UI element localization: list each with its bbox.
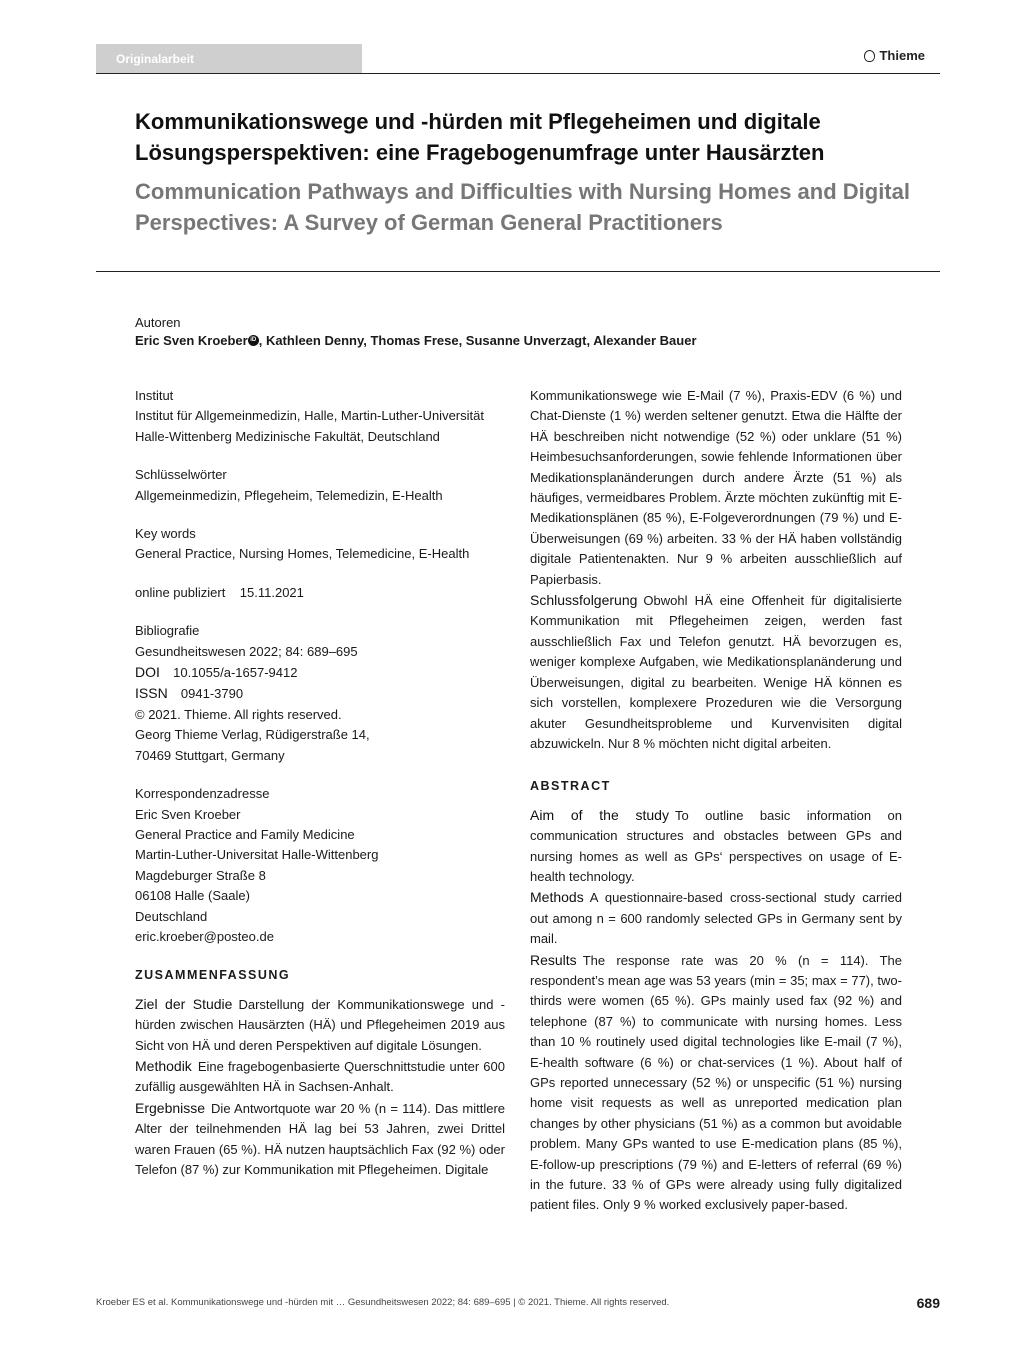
schluessel-text: Allgemeinmedizin, Pflegeheim, Telemedizin, E-Health <box>135 487 443 503</box>
biblio-journal: Gesundheitswesen 2022; 84: 689–695 <box>135 643 358 659</box>
methodik-text: Eine fragebogenbasierte Querschnittstudie unter 600 zufällig ausgewählten HÄ in Sachsen-Anhalt. <box>135 1058 505 1095</box>
first-author: Eric Sven Kroeber <box>135 333 248 348</box>
biblio-publisher-2: 70469 Stuttgart, Germany <box>135 747 285 763</box>
issn-value: 0941-3790 <box>180 686 244 702</box>
korr-line: General Practice and Family Medicine <box>135 826 355 842</box>
keywords-section <box>135 524 505 565</box>
biblio-section <box>135 621 505 766</box>
korr-line: Martin-Luther-Universitat Halle-Wittenberg <box>135 847 379 863</box>
section-tab: Originalarbeit <box>96 44 362 74</box>
schluessel-section <box>135 465 505 506</box>
korr-email[interactable]: eric.kroeber@posteo.de <box>135 928 274 944</box>
korr-line: 06108 Halle (Saale) <box>135 888 250 904</box>
aim-label: Aim of the study <box>530 806 669 823</box>
page-number: 689 <box>916 1295 940 1311</box>
institut-text: Institut für Allgemeinmedizin, Halle, Martin-Luther-Universität Halle-Wittenberg Medizinische Fakultät, Deutschland <box>135 408 484 444</box>
results-label: Results <box>530 951 577 968</box>
online-section <box>135 583 505 603</box>
author-list <box>135 333 697 348</box>
ergebnisse-cont-text: Kommunikationswege wie E-Mail (7 %), Praxis-EDV (6 %) und Chat-Dienste (1 %) werden seltener genutzt. Etwa die Hälfte der HÄ beschreiben nicht notwendige (52 %) oder unklare (51 %) Heimbesuchsanforderungen, sowie fehlende Informationen über Medikationsplanänderungen durch andere Ärzte (51 %) als häufiges, vermeidbares Problem. Ärzte möchten zukünftig mit E-Medikationsplänen (85 %), E-Folgeverordnungen (79 %) und E-Überweisungen (69 %) arbeiten. 33 % der HÄ haben vollständig digitale Patientenakten. Nur 9 % arbeiten ausschließlich auf Papierbasis. <box>530 388 902 587</box>
schluss-text: Obwohl HÄ eine Offenheit für digitalisierte Kommunikation mit Pflegeheimen zeigen, werden fast ausschließlich Fax und Telefon genutzt. HÄ bevorzugen es, weniger komplexe Aufgaben, wie Medikationsplanänderung und Überweisungen, digital zu bearbeiten. Wenige HÄ können es sich vorstellen, komplexere Prozeduren wie die Versorgung akuter Gesundheitsprobleme und Kurvenvisiten digital abzuwickeln. Nur 8 % möchten nicht digital arbeiten. <box>530 593 902 751</box>
keywords-text: General Practice, Nursing Homes, Telemedicine, E-Health <box>135 546 470 562</box>
korr-line: Magdeburger Straße 8 <box>135 867 266 883</box>
zusammenfassung-heading: ZUSAMMENFASSUNG <box>135 968 291 983</box>
schluss-label: Schlussfolgerung <box>530 592 638 609</box>
title-german: Kommunikationswege und -hürden mit Pflegeheimen und digitale Lösungsperspektiven: eine Fragebogenumfrage unter Hausärzten <box>135 109 825 165</box>
korr-label: Korrespondenzadresse <box>135 786 270 802</box>
publisher-brand <box>864 48 925 63</box>
zusammenfassung-body <box>135 994 505 1181</box>
aim-text: To outline basic information on communication structures and obstacles between GPs and nursing homes as well as GPs‘ perspectives on usage of E-health technology. <box>530 807 902 884</box>
biblio-copyright: © 2021. Thieme. All rights reserved. <box>135 706 342 722</box>
ziel-label: Ziel der Studie <box>135 995 233 1012</box>
korr-section <box>135 784 505 947</box>
biblio-publisher-1: Georg Thieme Verlag, Rüdigerstraße 14, <box>135 727 370 743</box>
abstract-body <box>530 805 902 1216</box>
abstract-heading: ABSTRACT <box>530 779 611 794</box>
institut-label: Institut <box>135 388 174 403</box>
korr-line: Eric Sven Kroeber <box>135 806 241 822</box>
issn-label: ISSN <box>135 685 168 702</box>
methods-label: Methods <box>530 889 584 906</box>
authors-label: Autoren <box>135 315 181 330</box>
orcid-icon[interactable]: iD <box>248 335 259 346</box>
doi-label: DOI <box>135 664 160 681</box>
ergebnisse-label: Ergebnisse <box>135 1099 206 1116</box>
schluessel-label: Schlüsselwörter <box>135 467 227 483</box>
title-rule <box>96 271 940 272</box>
other-authors: , Kathleen Denny, Thomas Frese, Susanne Unverzagt, Alexander Bauer <box>258 333 697 348</box>
results-text: The response rate was 20 % (n = 114). The respondent’s mean age was 53 years (min = 35; max = 77), two-thirds were women (65 %). GPs mainly used fax (92 %) and telephone (87 %) to communicate with nursing homes. Less than 10 % routinely used digital technologies like E-mail (7 %), E-health software (6 %) or chat-services (1 %). About half of GPs reported unnecessary (52 %) or unspecific (51 %) nursing home visit requests as well as unreported medication plan changes by other physicians (51 %) as a common but avoidable problem. Many GPs wanted to use E-medication plans (85 %), E-follow-up prescriptions (79 %) and E-letters of referral (69 %) in the future. 33 % of GPs were already using fully digitalized patient files. Only 9 % worked exclusively paper-based. <box>530 952 902 1213</box>
ziel-text: Darstellung der Kommunikationswege und -hürden zwischen Hausärzten (HÄ) und Pflegeheimen 2019 aus Sicht von HÄ und deren Perspektiven auf digitale Lösungen. <box>135 996 505 1053</box>
doi-value[interactable]: 10.1055/a-1657-9412 <box>173 665 298 681</box>
publisher-name: Thieme <box>879 48 925 63</box>
online-date: 15.11.2021 <box>239 584 304 600</box>
methodik-label: Methodik <box>135 1057 192 1074</box>
methods-text: A questionnaire-based cross-sectional study carried out among n = 600 randomly selected GPs in Germany sent by mail. <box>530 890 902 947</box>
right-column <box>530 386 902 1216</box>
keywords-label: Key words <box>135 526 196 542</box>
biblio-label: Bibliografie <box>135 623 200 639</box>
thieme-logo-icon <box>864 50 875 62</box>
korr-line: Deutschland <box>135 908 208 924</box>
ergebnisse-text: Die Antwortquote war 20 % (n = 114). Das mittlere Alter der teilnehmenden HÄ lag bei 53 Jahren, zwei Drittel waren Frauen (65 %). HÄ nutzen hauptsächlich Fax (92 %) oder Telefon (87 %) zur Kommunikation mit Pflegeheimen. Digitale <box>135 1100 505 1177</box>
zusammenfassung-cont <box>530 386 902 754</box>
institut-section <box>135 386 505 447</box>
title-english: Communication Pathways and Difficulties with Nursing Homes and Digital Perspectives: A Survey of German General Practitioners <box>135 179 910 235</box>
online-label: online publiziert <box>135 584 226 600</box>
footer-citation: Kroeber ES et al. Kommunikationswege und -hürden mit … Gesundheitswesen 2022; 84: 689–695 | © 2021. Thieme. All rights reserved. <box>96 1297 670 1308</box>
header-rule <box>96 73 940 74</box>
left-column <box>135 386 505 1180</box>
